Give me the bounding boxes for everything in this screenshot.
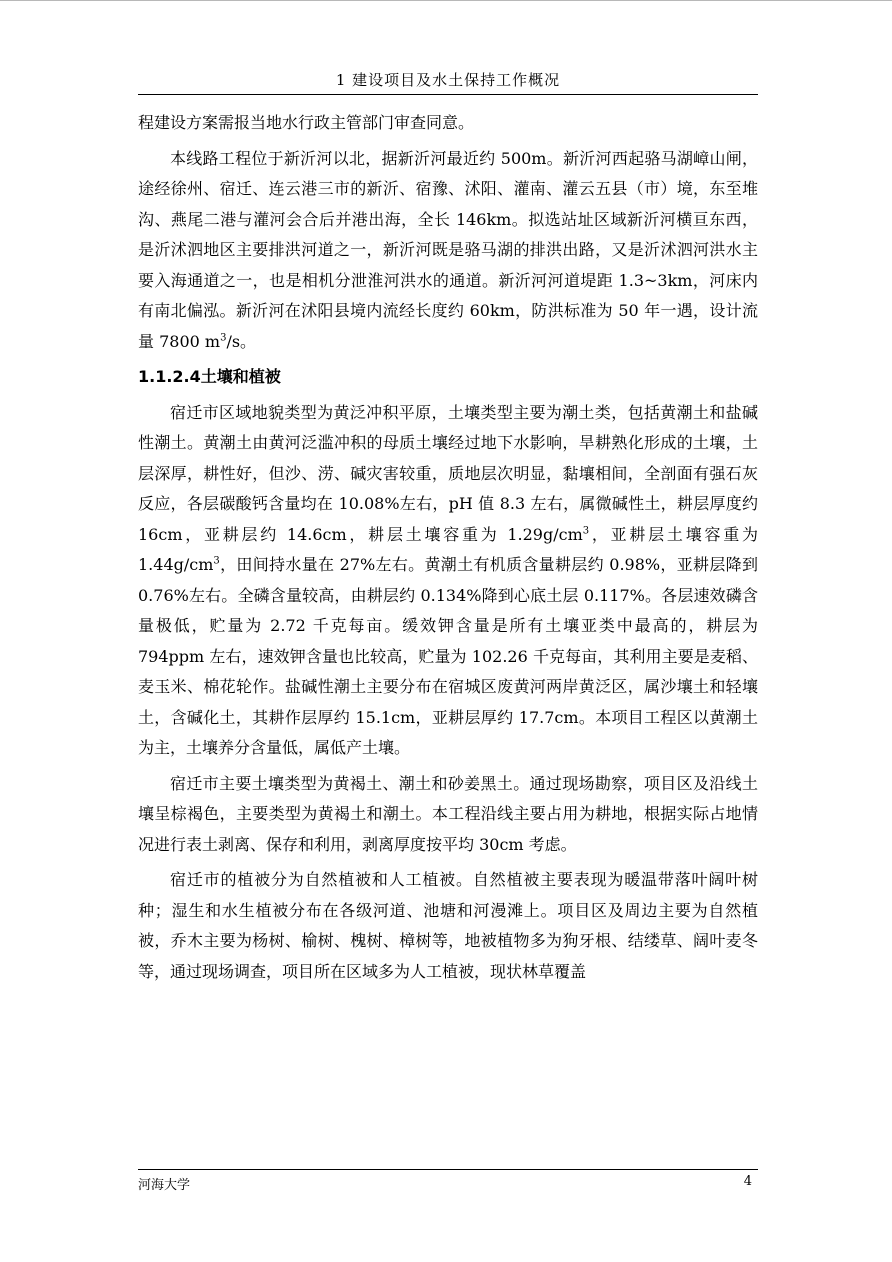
running-header: 1 建设项目及水土保持工作概况 [335, 71, 561, 89]
body-text [138, 108, 758, 992]
paragraph-continued: 程建设方案需报当地水行政主管部门审查同意。 [138, 113, 475, 132]
paragraph-text: ，田间持水量在 27%左右。黄潮土有机质含量耕层约 0.98%，亚耕层降到 0.76%左右。全磷含量较高，由耕层约 0.134%降到心底土层 0.117%。各层速效磷含量极低，贮量为 2.72 千克每亩。缓效钾含量是所有土壤亚类中最高的，耕层为 794ppm 左右，速效钾含量也比较高，贮量为 102.26 千克每亩，其利用主要是麦稻、麦玉米、棉花轮作。盐碱性潮土主要分布在宿城区废黄河两岸黄泛区，属沙壤土和轻壤土，含碱化土，其耕作层厚约 15.1cm，亚耕层厚约 17.7cm。本项目工程区以黄潮土为主，土壤养分含量低，属低产土壤。 [138, 555, 758, 757]
paragraph-text: 宿迁市区域地貌类型为黄泛冲积平原，土壤类型主要为潮土类，包括黄潮土和盐碱性潮土。黄潮土由黄河泛滥冲积的母质土壤经过地下水影响，旱耕熟化形成的土壤，土层深厚，耕性好，但沙、涝、碱灾害较重，质地层次明显，黏壤相间，全剖面有强石灰反应，各层碳酸钙含量均在 10.08%左右，pH 值 8.3 左右，属微碱性土，耕层厚度约 16cm，亚耕层约 14.6cm，耕层土壤容重为 1.29g/cm [138, 402, 758, 544]
superscript: 3 [213, 555, 220, 567]
paragraph-text: 本线路工程位于新沂河以北，据新沂河最近约 500m。新沂河西起骆马湖嶂山闸，途经徐州、宿迁、连云港三市的新沂、宿豫、沭阳、灌南、灌云五县（市）境，东至堆沟、燕尾二港与灌河会合后并港出海，全长 146km。拟选站址区域新沂河横亘东西，是沂沭泗地区主要排洪河道之一，新沂河既是骆马湖的排洪出路，又是沂沭泗河洪水主要入海通道之一，也是相机分泄淮河洪水的通道。新沂河河道堤距 1.3~3km，河床内有南北偏泓。新沂河在沭阳县境内流经长度约 60km，防洪标准为 50 年一遇，设计流量 7800 m [138, 148, 758, 351]
paragraph-soil [138, 398, 758, 764]
paragraph-xinyi-river [138, 144, 758, 358]
section-heading: 1.1.2.4土壤和植被 [138, 367, 281, 386]
paragraph-text: ，亚耕层土壤容重为 1.44g/cm [138, 524, 758, 574]
page-number: 4 [743, 1174, 752, 1189]
footer-institution: 河海大学 [138, 1178, 191, 1193]
footer-rule [138, 1169, 758, 1170]
header-rule [138, 94, 758, 95]
superscript: 3 [220, 332, 227, 344]
superscript: 3 [582, 525, 590, 537]
paragraph-soil-types: 宿迁市主要土壤类型为黄褐土、潮土和砂姜黑土。通过现场勘察，项目区及沿线土壤呈棕褐色，主要类型为黄褐土和潮土。本工程沿线主要占用为耕地，根据实际占地情况进行表土剥离、保存和利用，剥离厚度按平均 30cm 考虑。 [138, 773, 758, 854]
paragraph-text-end: /s。 [226, 331, 257, 351]
paragraph-vegetation: 宿迁市的植被分为自然植被和人工植被。自然植被主要表现为暖温带落叶阔叶树种；湿生和水生植被分布在各级河道、池塘和河漫滩上。项目区及周边主要为自然植被，乔木主要为杨树、榆树、槐树、樟树等，地被植物多为狗牙根、结缕草、阔叶麦冬等，通过现场调查，项目所在区域多为人工植被，现状林草覆盖 [138, 870, 758, 981]
page-top-border [0, 0, 892, 1]
